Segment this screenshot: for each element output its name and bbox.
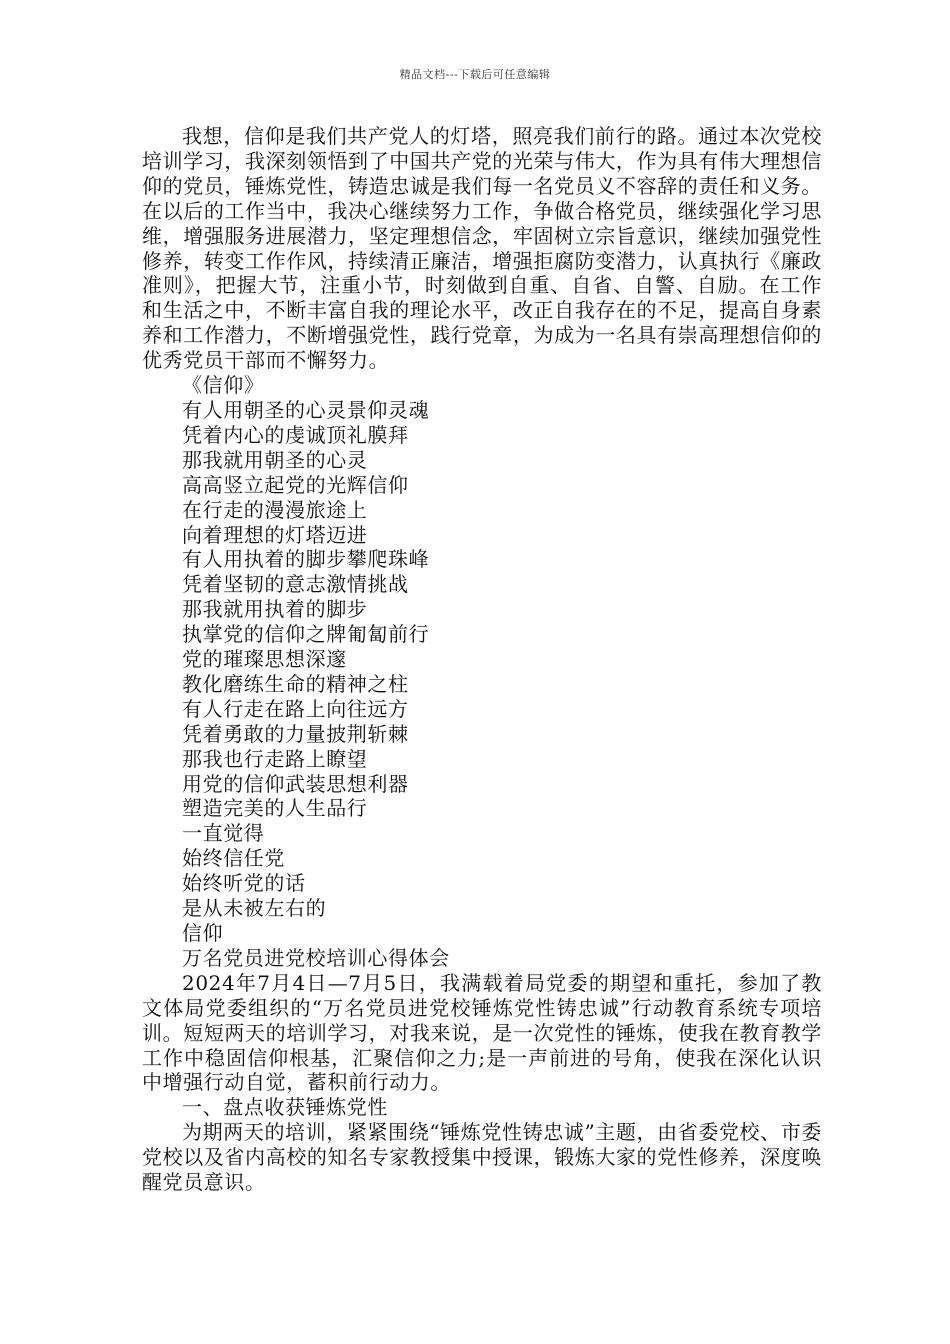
poem-line: 教化磨练生命的精神之柱 bbox=[182, 671, 409, 696]
poem-line: 有人用朝圣的心灵景仰灵魂 bbox=[182, 397, 430, 422]
poem-line: 那我也行走路上瞭望 bbox=[182, 746, 368, 771]
poem-line: 一直觉得 bbox=[182, 821, 265, 846]
paragraph-faith-reflection: 我想，信仰是我们共产党人的灯塔，照亮我们前行的路。通过本次党校培训学习，我深刻领悟到了中国共产党的光荣与伟大，作为具有伟大理想信仰的党员，锤炼党性，铸造忠诚是我们每一名党员义不容辞的责任和义务。在以后的工作当中，我决心继续努力工作，争做合格党员，继续强化学习思维，增强服务进展潜力，坚定理想信念，牢固树立宗旨意识，继续加强党性修养，转变工作作风，持续清正廉洁，增强拒腐防变潜力，认真执行《廉政准则》，把握大节，注重小节，时刻做到自重、自省、自警、自励。在工作和生活之中，不断丰富自我的理论水平，改正自我存在的不足，提高自身素养和工作潜力，不断增强党性，践行党章，为成为一名具有崇高理想信仰的优秀党员干部而不懈努力。 bbox=[142, 124, 822, 373]
poem-title: 《信仰》 bbox=[182, 373, 265, 398]
poem-line: 始终听党的话 bbox=[182, 871, 306, 896]
poem-line: 那我就用执着的脚步 bbox=[182, 597, 368, 622]
article-title: 万名党员进党校培训心得体会 bbox=[182, 945, 450, 970]
poem-line: 高高竖立起党的光辉信仰 bbox=[182, 472, 409, 497]
poem-line: 凭着坚韧的意志激情挑战 bbox=[182, 572, 409, 597]
poem-line: 执掌党的信仰之牌匍匐前行 bbox=[182, 622, 430, 647]
poem-line: 信仰 bbox=[182, 921, 224, 945]
section-heading: 一、盘点收获锤炼党性 bbox=[182, 1095, 388, 1120]
poem-line: 向着理想的灯塔迈进 bbox=[182, 522, 368, 547]
paragraph-training-intro: 2024年7月4日—7月5日，我满载着局党委的期望和重托，参加了教文体局党委组织的“万名党员进党校锤炼党性铸忠诚”行动教育系统专项培训。短短两天的培训学习，对我来说，是一次党性的锤炼，使我在教育教学工作中稳固信仰根基，汇聚信仰之力;是一声前进的号角，使我在深化认识中增强行动自觉，蓄积前行动力。 bbox=[142, 970, 822, 1095]
poem-line: 凭着勇敢的力量披荆斩棘 bbox=[182, 721, 409, 746]
poem-line: 有人行走在路上向往远方 bbox=[182, 696, 409, 721]
poem-line: 始终信任党 bbox=[182, 846, 285, 871]
poem-line: 是从未被左右的 bbox=[182, 896, 327, 921]
poem-line: 塑造完美的人生品行 bbox=[182, 796, 368, 821]
poem-line: 那我就用朝圣的心灵 bbox=[182, 447, 368, 472]
poem-body bbox=[142, 398, 822, 946]
poem-line: 凭着内心的虔诚顶礼膜拜 bbox=[182, 422, 409, 447]
document-body bbox=[142, 124, 822, 1195]
poem-line: 在行走的漫漫旅途上 bbox=[182, 497, 368, 522]
poem-line: 有人用执着的脚步攀爬珠峰 bbox=[182, 547, 430, 572]
poem-line: 用党的信仰武装思想利器 bbox=[182, 771, 409, 796]
paragraph-training-summary: 为期两天的培训，紧紧围绕“锤炼党性铸忠诚”主题，由省委党校、市委党校以及省内高校的知名专家教授集中授课，锻炼大家的党性修养，深度唤醒党员意识。 bbox=[142, 1120, 822, 1195]
poem-line: 党的璀璨思想深邃 bbox=[182, 647, 347, 672]
page-header: 精品文档---下载后可任意编辑 bbox=[399, 68, 551, 81]
